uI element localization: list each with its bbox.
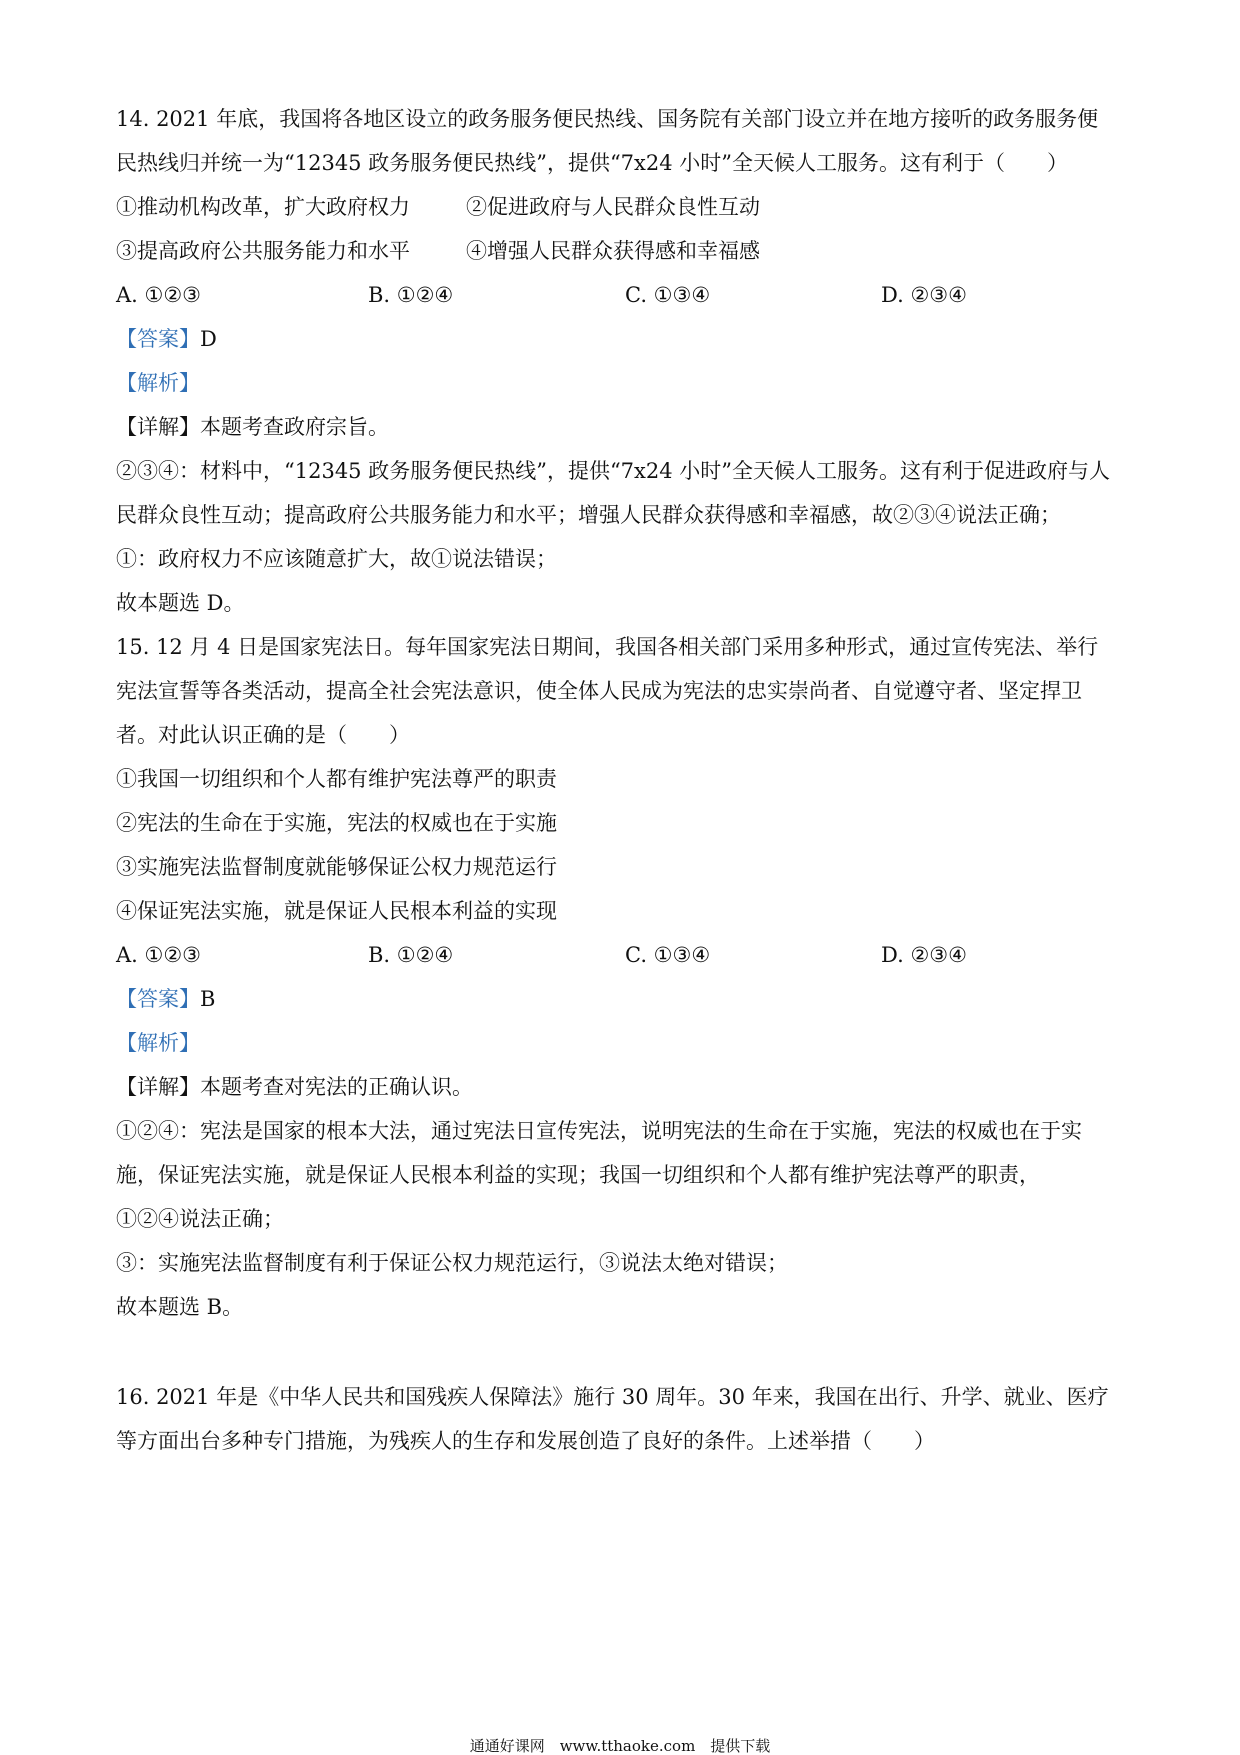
- q15-stem-line-1: 15. 12 月 4 日是国家宪法日。每年国家宪法日期间，我国各相关部门采用多种形式，通过宣传宪法、举行: [116, 635, 1099, 659]
- q14-option-d: D. ②③④: [881, 283, 967, 307]
- q15-options: [116, 940, 1126, 970]
- q15-answer-tag: 【答案】: [116, 987, 200, 1011]
- q15-statement-4: ④保证宪法实施，就是保证人民根本利益的实现: [116, 899, 557, 923]
- q14-option-b: B. ①②④: [368, 283, 454, 307]
- q15-statement-2: ②宪法的生命在于实施，宪法的权威也在于实施: [116, 811, 557, 835]
- q14-statement-1: ①推动机构改革，扩大政府权力: [116, 195, 410, 219]
- q14-options: [116, 280, 1126, 310]
- q15-statement-1: ①我国一切组织和个人都有维护宪法尊严的职责: [116, 767, 557, 791]
- q14-option-a: A. ①②③: [116, 283, 201, 307]
- q14-stem-line-1: 14. 2021 年底，我国将各地区设立的政务服务便民热线、国务院有关部门设立并在地方接听的政务服务便: [116, 107, 1099, 131]
- q14-stem-line-2: 民热线归并统一为“12345 政务服务便民热线”，提供“7x24 小时”全天候人工服务。这有利于（ ）: [116, 151, 1069, 175]
- q14-detail-line-4: ①：政府权力不应该随意扩大，故①说法错误；: [116, 547, 557, 571]
- q15-stem-line-3: 者。对此认识正确的是（ ）: [116, 723, 410, 747]
- q16-stem-line-1: 16. 2021 年是《中华人民共和国残疾人保障法》施行 30 周年。30 年来，我国在出行、升学、就业、医疗: [116, 1385, 1109, 1409]
- q15-option-b: B. ①②④: [368, 943, 454, 967]
- q15-analysis-tag: 【解析】: [116, 1031, 200, 1055]
- q14-option-c: C. ①③④: [625, 283, 711, 307]
- q14-detail-line-3: 民群众良性互动；提高政府公共服务能力和水平；增强人民群众获得感和幸福感，故②③④说法正确；: [116, 503, 1061, 527]
- q15-stem-line-2: 宪法宣誓等各类活动，提高全社会宪法意识，使全体人民成为宪法的忠实崇尚者、自觉遵守者、坚定捍卫: [116, 679, 1082, 703]
- q14-detail-line-5: 故本题选 D。: [116, 591, 245, 615]
- q14-detail-line-2: ②③④：材料中，“12345 政务服务便民热线”，提供“7x24 小时”全天候人工服务。这有利于促进政府与人: [116, 459, 1111, 483]
- q15-answer: [116, 984, 1126, 1014]
- q15-option-a: A. ①②③: [116, 943, 201, 967]
- q15-detail-line-5: ③：实施宪法监督制度有利于保证公权力规范运行，③说法太绝对错误；: [116, 1251, 788, 1275]
- q14-statement-row-2: [116, 236, 1126, 266]
- q15-detail-line-1: 【详解】本题考查对宪法的正确认识。: [116, 1075, 473, 1099]
- q15-statement-3: ③实施宪法监督制度就能够保证公权力规范运行: [116, 855, 557, 879]
- q14-statement-2: ②促进政府与人民群众良性互动: [466, 195, 760, 219]
- q14-answer-tag: 【答案】: [116, 327, 200, 351]
- q14-answer: [116, 324, 1126, 354]
- q14-statement-row-1: [116, 192, 1126, 222]
- q15-detail-line-4: ①②④说法正确；: [116, 1207, 284, 1231]
- q15-detail-line-6: 故本题选 B。: [116, 1295, 244, 1319]
- q15-detail-line-3: 施，保证宪法实施，就是保证人民根本利益的实现；我国一切组织和个人都有维护宪法尊严的职责，: [116, 1163, 1040, 1187]
- q15-option-c: C. ①③④: [625, 943, 711, 967]
- q14-statement-4: ④增强人民群众获得感和幸福感: [466, 239, 760, 263]
- q14-detail-line-1: 【详解】本题考查政府宗旨。: [116, 415, 389, 439]
- page-footer: 通通好课网 www.tthaoke.com 提供下载: [469, 1737, 771, 1755]
- q14-statement-3: ③提高政府公共服务能力和水平: [116, 239, 410, 263]
- q15-detail-line-2: ①②④：宪法是国家的根本大法，通过宪法日宣传宪法，说明宪法的生命在于实施，宪法的权威也在于实: [116, 1119, 1082, 1143]
- q14-analysis-tag: 【解析】: [116, 371, 200, 395]
- q15-answer-value: B: [200, 987, 216, 1011]
- q15-option-d: D. ②③④: [881, 943, 967, 967]
- q14-answer-value: D: [200, 327, 217, 351]
- q16-stem-line-2: 等方面出台多种专门措施，为残疾人的生存和发展创造了良好的条件。上述举措（ ）: [116, 1429, 935, 1453]
